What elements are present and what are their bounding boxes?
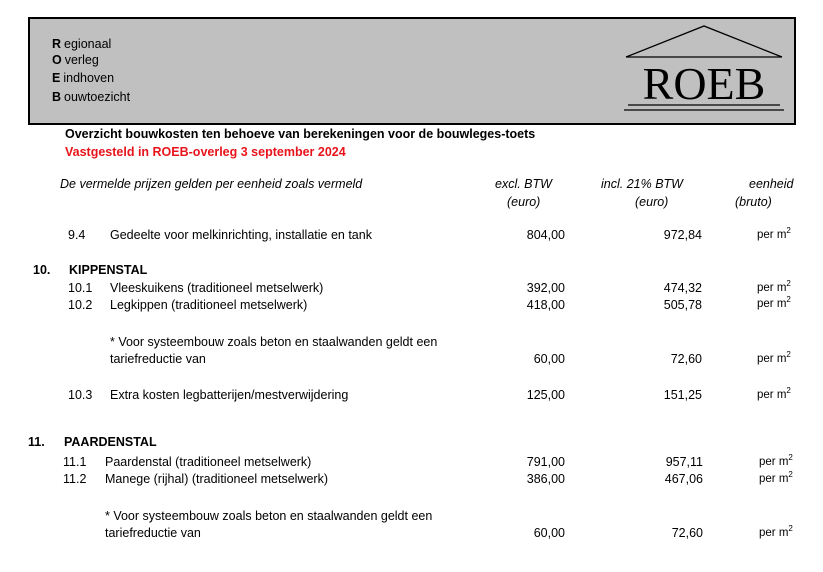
roeb-logo (622, 23, 786, 119)
row-code: 11.2 (63, 472, 87, 486)
row-code: 9.4 (68, 228, 86, 242)
row-unit: per $m^2$ (757, 386, 791, 401)
row-price-excl: 386,00 (526, 472, 565, 486)
row-price-excl: 791,00 (526, 455, 565, 469)
note-line: tariefreductie van (105, 526, 201, 540)
row-description: Paardenstal (traditioneel metselwerk) (105, 455, 312, 469)
row-unit: per $m^2$ (759, 470, 793, 485)
row-unit: per $m^2$ (757, 350, 791, 365)
note-line: * Voor systeembouw zoals beton en staalwanden geldt een (105, 509, 433, 523)
note-line: * Voor systeembouw zoals beton en staalwanden geldt een (110, 335, 438, 349)
section-title: KIPPENSTAL (69, 263, 148, 277)
row-description: Legkippen (traditioneel metselwerk) (110, 298, 308, 312)
row-unit: per $m^2$ (757, 295, 791, 310)
column-header-unit: eenheid (749, 177, 794, 191)
row-price-incl: 467,06 (664, 472, 703, 486)
column-header-incl-unit: (euro) (635, 195, 669, 209)
row-code: 10.3 (68, 388, 93, 402)
acronym-line-r: R egionaal (52, 37, 112, 51)
column-header-excl-unit: (euro) (507, 195, 541, 209)
column-header-excl: excl. BTW (495, 177, 552, 191)
row-price-excl: 804,00 (526, 228, 565, 242)
row-price-incl: 474,32 (663, 281, 702, 295)
row-code: 11.1 (63, 455, 87, 469)
row-price-excl: 60,00 (533, 352, 565, 366)
section-number: 10. (33, 263, 51, 277)
column-header-description: De vermelde prijzen gelden per eenheid zoals vermeld (60, 177, 363, 191)
acronym-line-e: E indhoven (52, 71, 115, 85)
row-unit: per $m^2$ (757, 226, 791, 241)
acronym-line-o: O verleg (52, 53, 99, 67)
row-price-incl: 505,78 (663, 298, 702, 312)
header-box (28, 17, 796, 125)
row-price-incl: 72,60 (670, 352, 702, 366)
row-unit: per $m^2$ (757, 279, 791, 294)
page-subtitle: Vastgesteld in ROEB-overleg 3 september 2024 (65, 145, 346, 159)
section-number: 11. (28, 435, 45, 449)
row-description: Gedeelte voor melkinrichting, installatie en tank (110, 228, 372, 242)
section-title: PAARDENSTAL (64, 435, 157, 449)
row-price-incl: 957,11 (665, 455, 703, 469)
row-code: 10.2 (68, 298, 93, 312)
row-price-excl: 60,00 (533, 526, 565, 540)
row-price-incl: 72,60 (671, 526, 703, 540)
row-price-excl: 418,00 (526, 298, 565, 312)
note-line: tariefreductie van (110, 352, 206, 366)
row-description: Manege (rijhal) (traditioneel metselwerk) (105, 472, 328, 486)
row-price-excl: 392,00 (526, 281, 565, 295)
row-unit: per $m^2$ (759, 524, 793, 539)
row-unit: per $m^2$ (759, 453, 793, 468)
logo-text: ROEB (642, 58, 766, 109)
row-code: 10.1 (68, 281, 93, 295)
column-header-incl: incl. 21% BTW (601, 177, 683, 191)
row-price-excl: 125,00 (526, 388, 565, 402)
row-price-incl: 151,25 (663, 388, 702, 402)
row-description: Extra kosten legbatterijen/mestverwijdering (110, 388, 349, 402)
row-price-incl: 972,84 (663, 228, 702, 242)
row-description: Vleeskuikens (traditioneel metselwerk) (110, 281, 324, 295)
page-title: Overzicht bouwkosten ten behoeve van berekeningen voor de bouwleges-toets (65, 127, 536, 141)
column-header-unit-note: (bruto) (735, 195, 772, 209)
acronym-line-b: B ouwtoezicht (52, 90, 131, 104)
